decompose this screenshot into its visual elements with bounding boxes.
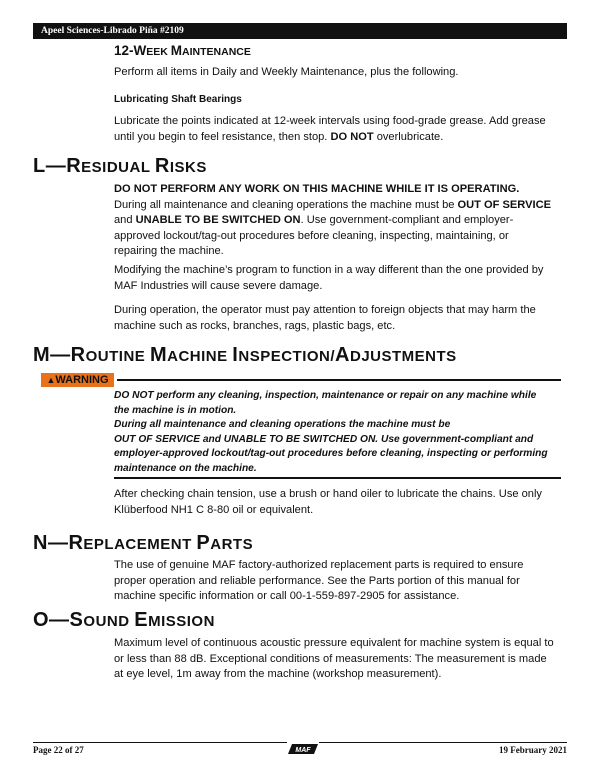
- residual-risks-paragraph-1: DO NOT PERFORM ANY WORK ON THIS MACHINE WHILE IT IS OPERATING. During all maintenance and cleaning operations the machine must be OUT OF SERVICE and UNABLE TO BE SWITCHED ON. Use government-compliant and employer-approved lockout/tag-out procedures before cleaning, inspecting, maintaining, or repairing the machine.: [114, 183, 551, 257]
- maf-logo-icon: [287, 742, 319, 757]
- document-header-text: Apeel Sciences-Librado Piña #2109: [41, 26, 184, 36]
- section-title-residual-risks: L—RESIDUAL RISKS: [33, 155, 207, 177]
- residual-risks-paragraph-2: Modifying the machine’s program to function in a way different than the one provided by MAF Industries will cause severe damage.: [114, 264, 544, 292]
- warning-triangle-icon: ▲: [46, 375, 56, 385]
- residual-risks-paragraph-3: During operation, the operator must pay attention to foreign objects that may harm the machine such as rocks, branches, rags, plastic bags, etc.: [114, 304, 536, 332]
- warning-rule: [117, 379, 561, 381]
- warning-badge: ▲WARNING: [41, 373, 114, 387]
- section-title-routine-inspection: M—ROUTINE MACHINE INSPECTION/ADJUSTMENTS: [33, 344, 457, 366]
- section-title-sound-emission: O—SOUND EMISSION: [33, 609, 215, 631]
- warning-banner: [41, 373, 561, 387]
- warning-bottom-rule: [114, 477, 561, 479]
- lubricating-bearings-subheading: Lubricating Shaft Bearings: [114, 94, 242, 105]
- 12-week-intro-text: Perform all items in Daily and Weekly Maintenance, plus the following.: [114, 66, 459, 78]
- sound-emission-text: Maximum level of continuous acoustic pressure equivalent for machine system is equal to or less than 88 dB. Exceptional conditions of measurements: The measurement is made at eye level, 1m away from the machine (workshop measurement).: [114, 637, 554, 680]
- warning-text: DO NOT perform any cleaning, inspection, maintenance or repair on any machine while the machine is in motion. During all maintenance and cleaning operations the machine must be OUT OF SERVICE and UNABLE TO BE SWITCHED ON. Use government-compliant and employer-approved lockout/tag-out procedures before cleaning, inspecting or performing maintenance on the machine.: [114, 390, 548, 474]
- lubricating-bearings-text: Lubricate the points indicated at 12-week intervals using food-grade grease. Add grease until you begin to feel resistance, then stop. DO NOT overlubricate.: [114, 115, 546, 143]
- document-header-bar: [33, 23, 567, 39]
- page-number: Page 22 of 27: [33, 745, 84, 755]
- section-title-replacement-parts: N—REPLACEMENT PARTS: [33, 532, 254, 554]
- svg-text:MAF: MAF: [295, 747, 311, 754]
- replacement-parts-text: The use of genuine MAF factory-authorized replacement parts is required to ensure proper operation and reliable performance. See the Parts portion of this manual for machine specific information or call 00-1-559-897-2905 for assistance.: [114, 559, 524, 602]
- section-title-12-week-maintenance: 12-WEEK MAINTENANCE: [114, 43, 251, 58]
- chain-lubrication-text: After checking chain tension, use a brush or hand oiler to lubricate the chains. Use only Klüberfood NH1 C 8-80 oil or equivalent.: [114, 488, 542, 516]
- document-date: 19 February 2021: [499, 745, 567, 755]
